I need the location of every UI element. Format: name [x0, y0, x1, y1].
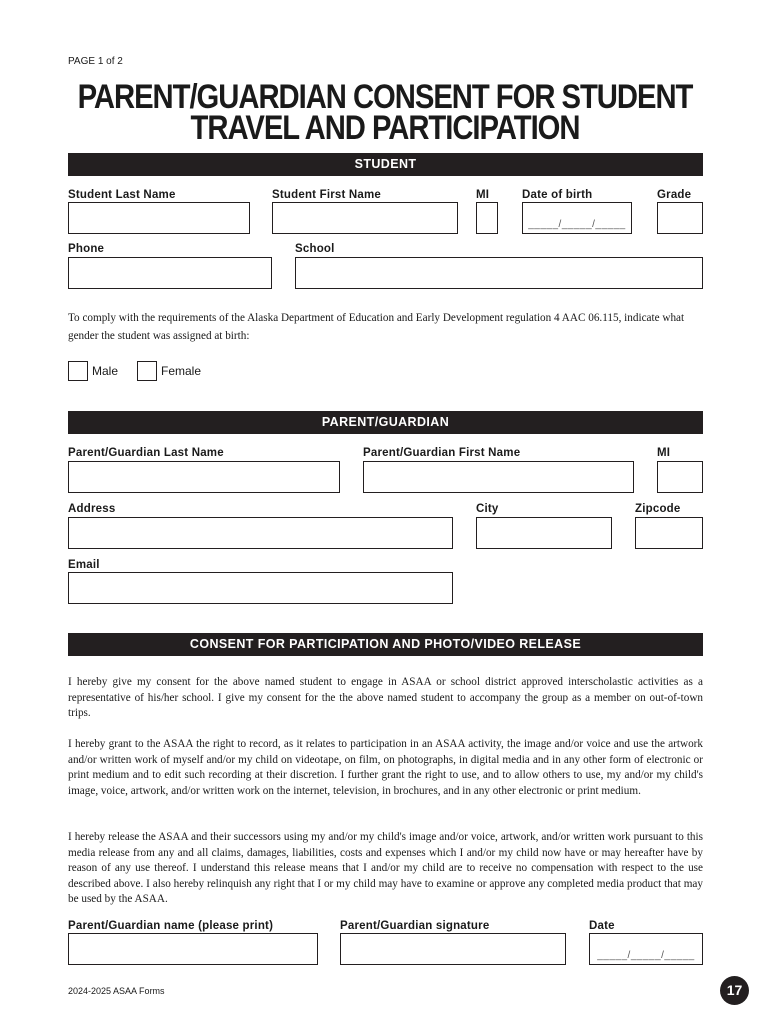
- student-section-header: STUDENT: [68, 153, 703, 176]
- consent-paragraph-participation: I hereby give my consent for the above named student to engage in ASAA or school district approved interscholastic activities as a representative of his/her school. I give my consent for the the above named student to accompany the group as a member on out-of-town trips.: [68, 676, 703, 719]
- forms-year-label: 2024-2025 ASAA Forms: [68, 986, 165, 996]
- male-label: Male: [92, 364, 119, 378]
- student-phone-label: Phone: [68, 243, 105, 255]
- student-dob-label: Date of birth: [522, 189, 593, 201]
- consent-date-blank: _____/_____/_____: [597, 950, 695, 961]
- female-label: Female: [161, 364, 202, 378]
- gender-instruction-text: To comply with the requirements of the Alaska Department of Education and Early Development regulation 4 AAC 06.115, indicate what gender the student was assigned at birth:: [68, 312, 685, 342]
- female-checkbox[interactable]: [137, 361, 157, 381]
- male-checkbox[interactable]: [68, 361, 88, 381]
- student-last-name-field[interactable]: [68, 202, 250, 234]
- student-school-field[interactable]: [295, 257, 703, 289]
- student-last-name-label: Student Last Name: [68, 189, 176, 201]
- form-title-line2: TRAVEL AND PARTICIPATION: [190, 109, 580, 147]
- city-label: City: [476, 503, 499, 515]
- consent-date-field[interactable]: [589, 933, 703, 965]
- zipcode-label: Zipcode: [635, 503, 681, 515]
- guardian-signature-field[interactable]: [340, 933, 566, 965]
- consent-section-header: CONSENT FOR PARTICIPATION AND PHOTO/VIDEO RELEASE: [68, 633, 703, 656]
- parent-first-name-label: Parent/Guardian First Name: [363, 447, 521, 459]
- guardian-name-label: Parent/Guardian name (please print): [68, 920, 274, 932]
- student-school-label: School: [295, 243, 335, 255]
- page-number-badge: 17: [720, 976, 749, 1005]
- zipcode-field[interactable]: [635, 517, 703, 549]
- city-field[interactable]: [476, 517, 612, 549]
- page-indicator: PAGE 1 of 2: [68, 56, 123, 67]
- address-field[interactable]: [68, 517, 453, 549]
- student-first-name-label: Student First Name: [272, 189, 382, 201]
- consent-paragraph-media-grant: I hereby grant to the ASAA the right to record, as it relates to participation in an ASAA activity, the image and/or voice and use the artwork and/or written work of myself and/or my child on videotape, on film, on photographs, in digital media and in any other form of electronic or print medium and to edit such recording at their discretion. I further grant the right to use, and to allow others to use, my and/or my child's image, voice, artwork, and/or written work on the internet, television, in brochures, and in any other electronic or print medium.: [68, 738, 703, 797]
- consent-date-label: Date: [589, 920, 615, 932]
- consent-paragraph-release: I hereby release the ASAA and their successors using my and/or my child's image and/or voice, artwork, and/or written work pursuant to this media release from any and all claims, damages, liabilities, costs and expenses which I and/or my child now have or may hereafter have by reason of any use thereof. I understand this release means that I and/or my child are to receive no compensation with respect to the use described above. I also hereby relinquish any right that I or my child may have to examine or approve any completed media product that may be used by the ASAA.: [68, 831, 703, 905]
- form-title-line1: PARENT/GUARDIAN CONSENT FOR STUDENT: [77, 78, 693, 116]
- student-dob-blank: _____/_____/_____: [528, 219, 626, 230]
- parent-first-name-field[interactable]: [363, 461, 634, 493]
- student-grade-field[interactable]: [657, 202, 703, 234]
- student-dob-field[interactable]: [522, 202, 632, 234]
- email-label: Email: [68, 559, 100, 571]
- address-label: Address: [68, 503, 116, 515]
- guardian-signature-label: Parent/Guardian signature: [340, 920, 490, 932]
- parent-mi-field[interactable]: [657, 461, 703, 493]
- parent-last-name-label: Parent/Guardian Last Name: [68, 447, 224, 459]
- student-mi-field[interactable]: [476, 202, 498, 234]
- parent-section-header: PARENT/GUARDIAN: [68, 411, 703, 434]
- email-field[interactable]: [68, 572, 453, 604]
- parent-mi-label: MI: [657, 447, 671, 459]
- parent-last-name-field[interactable]: [68, 461, 340, 493]
- student-first-name-field[interactable]: [272, 202, 458, 234]
- student-mi-label: MI: [476, 189, 490, 201]
- student-phone-field[interactable]: [68, 257, 272, 289]
- student-grade-label: Grade: [657, 189, 692, 201]
- guardian-name-field[interactable]: [68, 933, 318, 965]
